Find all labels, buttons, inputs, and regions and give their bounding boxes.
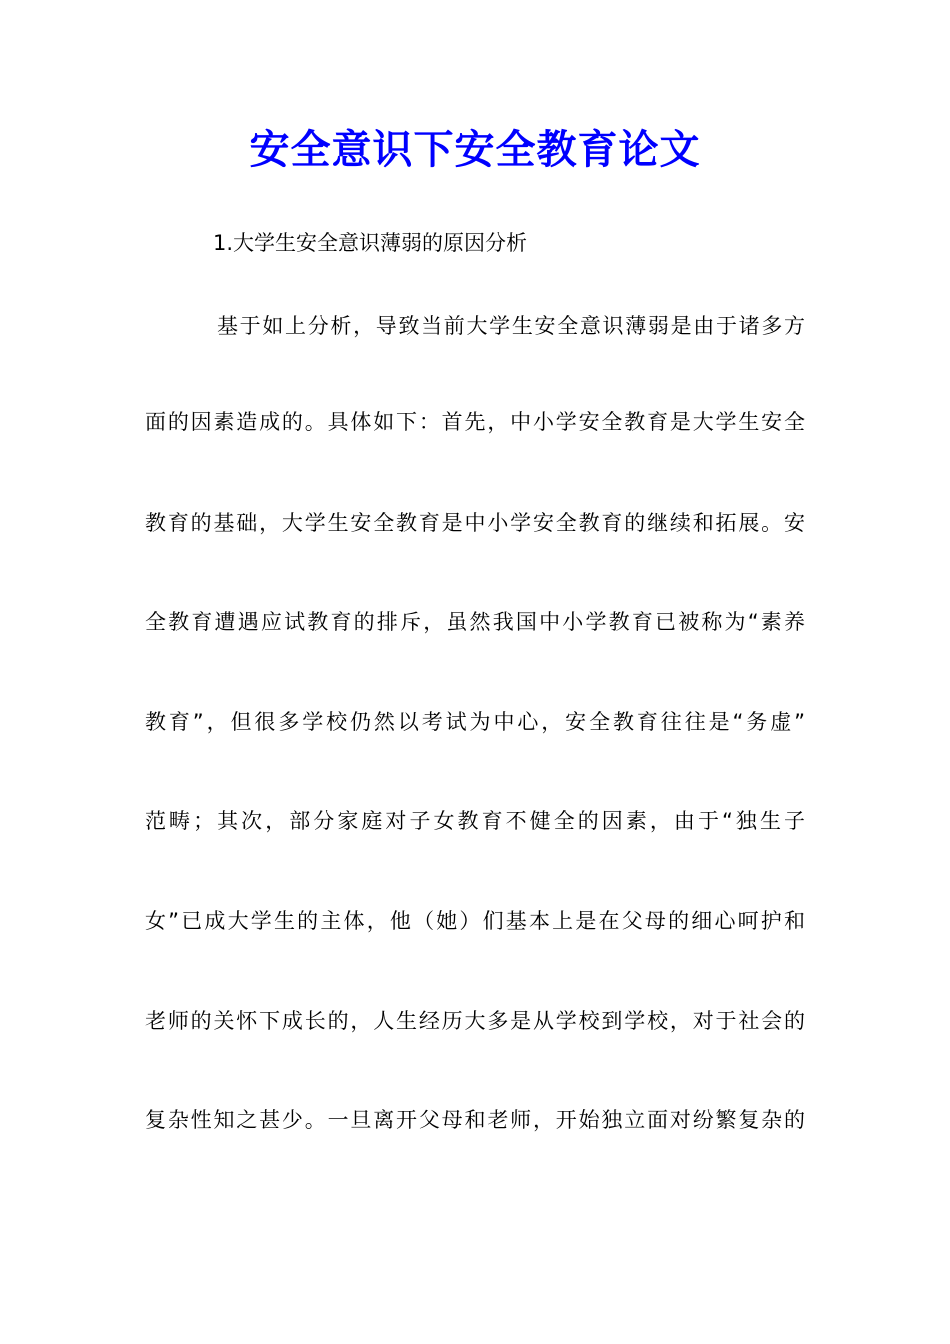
paragraph-line: 范畴；其次，部分家庭对子女教育不健全的因素，由于“独生子 (145, 809, 805, 833)
paragraph-line: 女”已成大学生的主体，他（她）们基本上是在父母的细心呵护和 (145, 909, 805, 933)
paragraph-line: 面的因素造成的。具体如下：首先，中小学安全教育是大学生安全 (145, 410, 805, 434)
paragraph-line: 复杂性知之甚少。一旦离开父母和老师，开始独立面对纷繁复杂的 (145, 1108, 805, 1132)
paragraph-line: 教育的基础，大学生安全教育是中小学安全教育的继续和拓展。安 (145, 511, 805, 535)
section-heading: 1.大学生安全意识薄弱的原因分析 (213, 231, 528, 255)
paragraph-line: 基于如上分析，导致当前大学生安全意识薄弱是由于诸多方 (217, 314, 805, 338)
paragraph-line: 全教育遭遇应试教育的排斥，虽然我国中小学教育已被称为“素养 (145, 610, 805, 634)
document-title: 安全意识下安全教育论文 (249, 126, 701, 173)
paragraph-line: 老师的关怀下成长的，人生经历大多是从学校到学校，对于社会的 (145, 1009, 805, 1033)
paragraph-line: 教育”，但很多学校仍然以考试为中心，安全教育往往是“务虚” (145, 710, 805, 734)
